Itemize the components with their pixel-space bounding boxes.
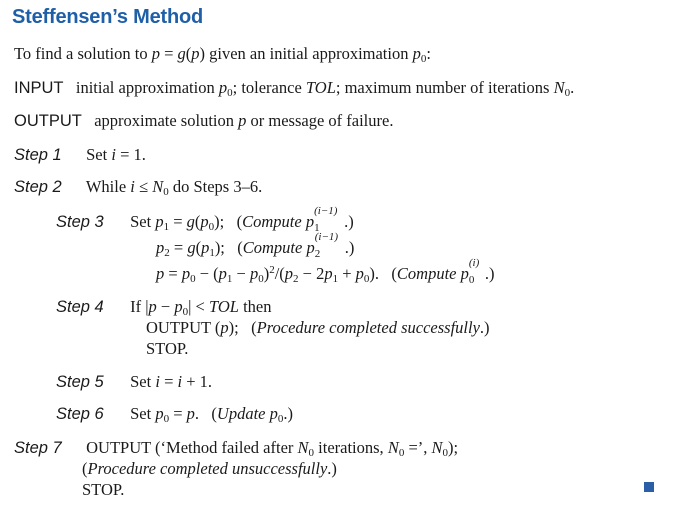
step-7-line-3: STOP. — [82, 480, 125, 499]
step-2-label: Step 2 — [14, 178, 62, 196]
step-3-line-2: $p_2 = g(p_1)$; (Compute p (i−1) 2 .) — [156, 231, 355, 260]
step-1-label: Step 1 — [14, 146, 62, 164]
intro-text: To find a solution to p = g(p) given an initial approximation $p_0$: — [14, 44, 431, 65]
output-line: OUTPUT approximate solution p or message of failure. — [14, 111, 394, 130]
step-7-label: Step 7 — [14, 439, 62, 457]
step-3-line-3: $p = p_0 - (p_1 - p_0)^2/(p_2 - 2p_1 + p_0)$. (Compute p (i) 0 .) — [156, 257, 495, 286]
step-5: Step 5 Set i = i + 1. — [56, 372, 213, 391]
step-4-line-3: STOP. — [146, 339, 189, 358]
step-2: Step 2 While $i \le N_0$ do Steps 3–6. — [14, 177, 263, 198]
step-4-label: Step 4 — [56, 298, 104, 316]
input-label: INPUT — [14, 79, 64, 97]
step-1: Step 1 Set i = 1. — [14, 145, 146, 164]
output-label: OUTPUT — [14, 112, 82, 130]
step-3: Step 3 Set $p_1 = g(p_0)$; (Compute p (i−1) 1 .) — [56, 205, 354, 234]
input-line: INPUT initial approximation $p_0$; tolerance TOL; maximum number of iterations $N_0$. — [14, 78, 575, 99]
step-6-label: Step 6 — [56, 405, 104, 423]
step-5-label: Step 5 — [56, 373, 104, 391]
step-3-label: Step 3 — [56, 213, 104, 231]
step-4: Step 4 If $|p - p_0|$ < TOL then — [56, 297, 272, 318]
step-6: Step 6 Set $p_0 = p$. (Update $p_0$.) — [56, 404, 293, 425]
step-7-line-2: (Procedure completed unsuccessfully.) — [82, 459, 337, 478]
step-4-line-2: OUTPUT (p); (Procedure completed successfully.) — [146, 318, 490, 337]
step-7: Step 7 OUTPUT (‘Method failed after $N_0$ iterations, $N_0$ =’, $N_0$); — [14, 438, 459, 459]
page-title: Steffensen’s Method — [12, 6, 204, 28]
end-of-algorithm-marker — [644, 482, 654, 492]
